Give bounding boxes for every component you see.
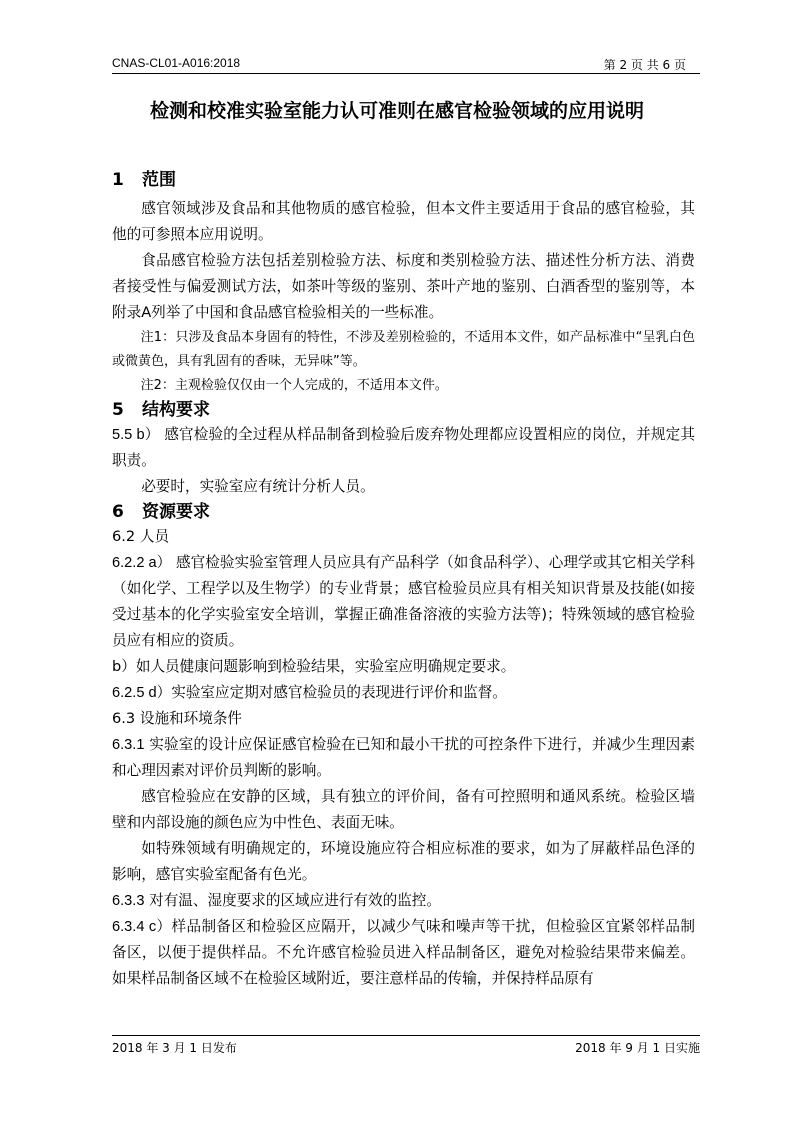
clause-6-3-1 — [112, 732, 695, 784]
clause-6-3-1-text: 实验室的设计应保证感官检验在已知和最小干扰的可控条件下进行，并减少生理因素和心理因素对评价员判断的影响。 — [112, 736, 695, 779]
clause-6-2-5-d-label: 6.2.5 d） — [112, 685, 172, 701]
section-5-number: 5 — [112, 400, 124, 420]
issue-date: 2018 年 3 月 1 日发布 — [112, 1041, 237, 1055]
clause-b: b）如人员健康问题影响到检验结果，实验室应明确规定要求。 — [112, 658, 516, 675]
clause-6-2-5-d-text: 实验室应定期对感官检验员的表现进行评价和监督。 — [171, 684, 507, 701]
clause-5-5-b — [112, 422, 695, 474]
lighting-paragraph: 如特殊领域有明确规定的，环境设施应符合相应标准的要求，如为了屏蔽样品色泽的影响，感官实验室配备有色光。 — [112, 840, 695, 883]
note-2: 注2：主观检验仅仅由一个人完成的，不适用本文件。 — [140, 378, 448, 393]
clause-6-3-3 — [112, 888, 695, 914]
clause-6-2-5-d — [112, 680, 695, 706]
section-1-title: 范围 — [142, 170, 176, 190]
section-6-number: 6 — [112, 502, 124, 522]
clause-6-3-4-c — [112, 914, 695, 992]
effective-date: 2018 年 9 月 1 日实施 — [575, 1041, 700, 1055]
clause-5-5-b-text: 感官检验的全过程从样品制备到检验后废弃物处理都应设置相应的岗位，并规定其职责。 — [112, 426, 695, 469]
note-1: 注1：只涉及食品本身固有的特性，不涉及差别检验的，不适用本文件，如产品标准中“呈乳白色或微黄色，具有乳固有的香味，无异味”等。 — [112, 330, 695, 369]
clause-6-3-1-label: 6.3.1 — [112, 737, 145, 753]
subsection-6-2: 6.2 人员 — [112, 528, 170, 545]
clause-6-3-4-c-label: 6.3.4 c） — [112, 919, 172, 935]
section-5-heading — [112, 398, 695, 422]
clause-6-3-3-label: 6.3.3 — [112, 893, 145, 909]
page-header — [112, 54, 700, 74]
document-title: 检测和校准实验室能力认可准则在感官检验领域的应用说明 — [149, 100, 644, 122]
scope-paragraph-2: 食品感官检验方法包括差别检验方法、标度和类别检验方法、描述性分析方法、消费者接受性与偏爱测试方法，如茶叶等级的鉴别、茶叶产地的鉴别、白酒香型的鉴别等，本附录A列举了中国和食品感官检验相关的一些标准。 — [112, 252, 695, 321]
clause-5-5-b-label: 5.5 b） — [112, 427, 160, 443]
section-6-title: 资源要求 — [142, 502, 210, 522]
subsection-6-3: 6.3 设施和环境条件 — [112, 710, 243, 727]
section-5-title: 结构要求 — [142, 400, 210, 420]
clause-6-3-4-c-text: 样品制备区和检验区应隔开，以减少气味和噪声等干扰，但检验区宜紧邻样品制备区，以便于提供样品。不允许感官检验员进入样品制备区，避免对检验结果带来偏差。如果样品制备区域不在检验区域附近，要注意样品的传输，并保持样品原有 — [112, 918, 695, 987]
clause-6-2-2-a-text: 感官检验实验室管理人员应具有产品科学（如食品科学）、心理学或其它相关学科（如化学、工程学以及生物学）的专业背景；感官检验员应具有相关知识背景及技能(如接受过基本的化学实验室安全培训，掌握正确准备溶液的实验方法等)；特殊领域的感官检验员应有相应的资质。 — [112, 554, 695, 649]
section-1-number: 1 — [112, 170, 124, 190]
scope-paragraph-1: 感官领域涉及食品和其他物质的感官检验，但本文件主要适用于食品的感官检验，其他的可参照本应用说明。 — [112, 200, 695, 243]
section-6-heading — [112, 500, 695, 524]
clause-6-2-2-a — [112, 550, 695, 654]
clause-6-3-3-text: 对有温、湿度要求的区域应进行有效的监控。 — [149, 892, 441, 909]
section-1-heading — [112, 168, 695, 192]
statistics-paragraph: 必要时，实验室应有统计分析人员。 — [141, 478, 375, 495]
page-info: 第 2 页 共 6 页 — [603, 58, 686, 72]
quiet-area-paragraph: 感官检验应在安静的区域，具有独立的评价间，备有可控照明和通风系统。检验区墙壁和内部设施的颜色应为中性色、表面无味。 — [112, 788, 695, 831]
footer-rule — [112, 1035, 700, 1036]
document-body — [112, 168, 695, 992]
clause-6-2-2-a-label: 6.2.2 a） — [112, 555, 172, 571]
doc-code: CNAS-CL01-A016:2018 — [112, 56, 241, 70]
header-rule — [112, 73, 700, 74]
